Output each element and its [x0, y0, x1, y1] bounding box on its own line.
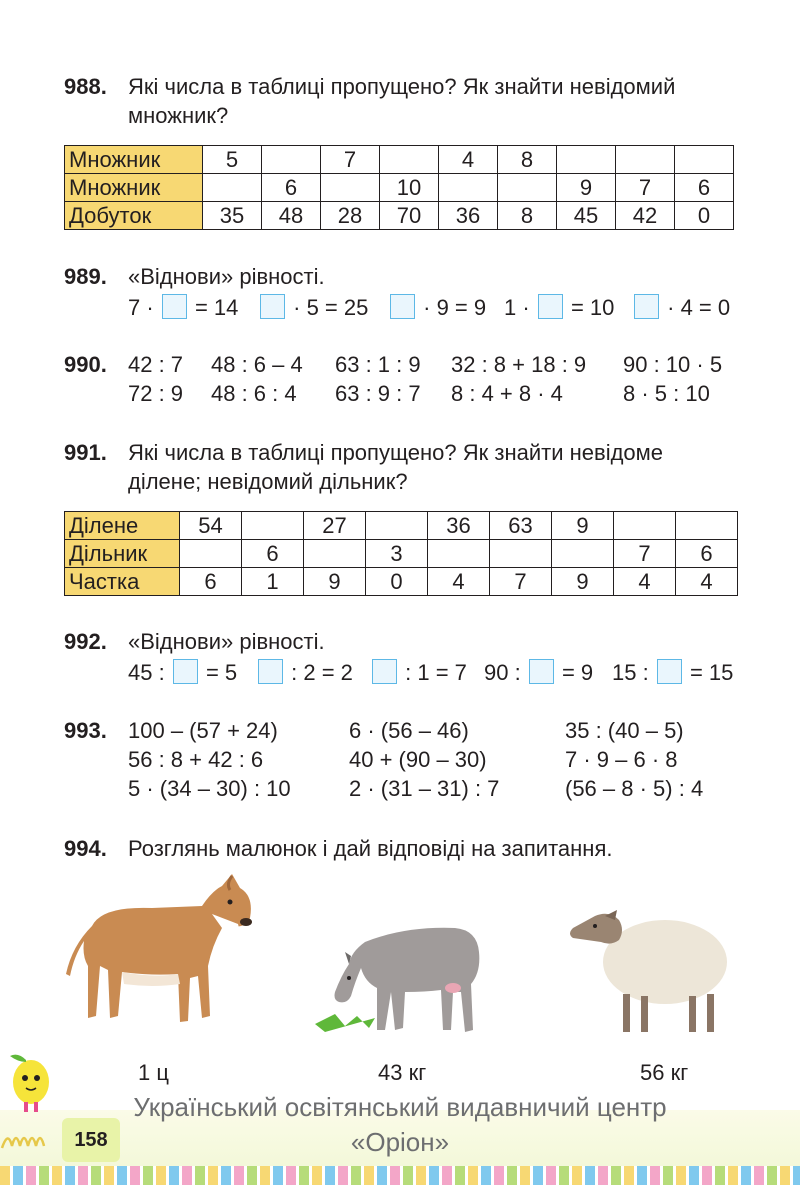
empty-cell[interactable] [242, 512, 304, 540]
table-cell: 42 [616, 202, 675, 230]
table-cell: 6 [675, 174, 734, 202]
answer-box[interactable] [529, 659, 554, 684]
expression: 32 : 8 + 18 : 9 [451, 352, 587, 377]
equation-part: 90 : [484, 660, 521, 685]
calf-illustration [62, 866, 262, 1046]
answer-box[interactable] [258, 659, 283, 684]
table-row [65, 202, 734, 230]
empty-cell[interactable] [616, 146, 675, 174]
task-number: 988. [64, 74, 107, 99]
task-text: «Віднови» рівності. [128, 264, 325, 289]
task-994 [64, 834, 754, 863]
multiplication-table [64, 145, 734, 230]
row-header: Множник [65, 174, 203, 202]
footer-stripe [0, 1166, 800, 1185]
equation-part: : 2 = 2 [291, 660, 353, 685]
task-number: 992. [64, 629, 107, 654]
expression: 63 : 1 : 9 [335, 352, 421, 377]
table-cell: 9 [557, 174, 616, 202]
expression: 40 + (90 – 30) [349, 747, 487, 772]
empty-cell[interactable] [498, 174, 557, 202]
publisher-name: Український освітянський видавничий центр [133, 1092, 667, 1122]
empty-cell[interactable] [675, 146, 734, 174]
task-text: Розглянь малюнок і дай відповіді на запитання. [128, 836, 613, 861]
table-row [65, 174, 734, 202]
equation-part: 45 : [128, 660, 165, 685]
equation-part: = 14 [194, 295, 239, 320]
task-number: 993. [64, 718, 107, 743]
empty-cell[interactable] [490, 540, 552, 568]
task-991 [64, 438, 754, 496]
equation-part: : 1 = 7 [405, 660, 467, 685]
answer-box[interactable] [372, 659, 397, 684]
table-cell: 0 [366, 568, 428, 596]
answer-box[interactable] [260, 294, 285, 319]
empty-cell[interactable] [614, 512, 676, 540]
table-cell: 6 [262, 174, 321, 202]
task-989 [64, 262, 754, 322]
page-number: 158 [62, 1118, 120, 1162]
table-cell: 28 [321, 202, 380, 230]
table-row [65, 568, 738, 596]
publisher-name: «Оріон» [350, 1127, 450, 1157]
expression: 42 : 7 [128, 352, 184, 377]
empty-cell[interactable] [366, 512, 428, 540]
row-header: Дільник [65, 540, 180, 568]
empty-cell[interactable] [676, 512, 738, 540]
table-cell: 9 [552, 568, 614, 596]
expression: 56 : 8 + 42 : 6 [128, 747, 264, 772]
empty-cell[interactable] [380, 146, 439, 174]
table-cell: 36 [428, 512, 490, 540]
equation-part: = 9 [561, 660, 594, 685]
empty-cell[interactable] [203, 174, 262, 202]
task-number: 994. [64, 836, 107, 861]
table-cell: 7 [614, 540, 676, 568]
task-number: 991. [64, 440, 107, 465]
expression: 6 · (56 – 46) [349, 718, 469, 743]
equation-part: = 15 [689, 660, 734, 685]
equations-row [64, 658, 754, 687]
answer-box[interactable] [657, 659, 682, 684]
table-cell: 4 [439, 146, 498, 174]
equation-part: 1 · [504, 295, 530, 320]
empty-cell[interactable] [180, 540, 242, 568]
expression: 35 : (40 – 5) [565, 718, 684, 743]
table-cell: 70 [380, 202, 439, 230]
task-988 [64, 72, 754, 130]
sheep-illustration [565, 906, 735, 1036]
task-text: Які числа в таблиці пропущено? Як знайти невідомий [128, 74, 676, 99]
equation-part: 15 : [612, 660, 649, 685]
expression: (56 – 8 · 5) : 4 [565, 776, 704, 801]
empty-cell[interactable] [428, 540, 490, 568]
row-header: Ділене [65, 512, 180, 540]
table-cell: 9 [552, 512, 614, 540]
expression: 48 : 6 : 4 [211, 381, 297, 406]
task-990 [64, 350, 754, 408]
expression: 7 · 9 – 6 · 8 [565, 747, 678, 772]
table-cell: 5 [203, 146, 262, 174]
task-text: «Віднови» рівності. [128, 629, 325, 654]
equation-part: · 5 = 25 [293, 295, 369, 320]
table-cell: 4 [428, 568, 490, 596]
task-number: 990. [64, 352, 107, 377]
equations-row [64, 293, 754, 322]
table-cell: 1 [242, 568, 304, 596]
expression: 48 : 6 – 4 [211, 352, 303, 377]
row-header: Частка [65, 568, 180, 596]
weight-label: 1 ц [138, 1060, 169, 1085]
expression: 8 · 5 : 10 [623, 381, 710, 406]
table-row [65, 512, 738, 540]
task-992 [64, 627, 754, 687]
weight-label: 43 кг [378, 1060, 427, 1085]
table-cell: 35 [203, 202, 262, 230]
table-cell: 6 [676, 540, 738, 568]
table-cell: 6 [242, 540, 304, 568]
goat-illustration [305, 912, 495, 1040]
table-cell: 7 [321, 146, 380, 174]
expression: 8 : 4 + 8 · 4 [451, 381, 563, 406]
equation-part: 7 · [128, 295, 154, 320]
table-cell: 27 [304, 512, 366, 540]
table-cell: 36 [439, 202, 498, 230]
table-cell: 63 [490, 512, 552, 540]
task-text: ділене; невідомий дільник? [128, 469, 408, 494]
table-cell: 4 [676, 568, 738, 596]
table-cell: 3 [366, 540, 428, 568]
weight-label: 56 кг [640, 1060, 689, 1085]
answer-box[interactable] [634, 294, 659, 319]
table-cell: 10 [380, 174, 439, 202]
table-cell: 8 [498, 202, 557, 230]
table-cell: 0 [675, 202, 734, 230]
table-cell: 48 [262, 202, 321, 230]
equation-part: = 10 [570, 295, 615, 320]
table-cell: 7 [490, 568, 552, 596]
task-993 [64, 716, 754, 803]
answer-box[interactable] [162, 294, 187, 319]
answer-box[interactable] [538, 294, 563, 319]
table-cell: 45 [557, 202, 616, 230]
empty-cell[interactable] [557, 146, 616, 174]
empty-cell[interactable] [439, 174, 498, 202]
expression: 90 : 10 · 5 [623, 352, 723, 377]
table-row [65, 540, 738, 568]
empty-cell[interactable] [304, 540, 366, 568]
expression: 72 : 9 [128, 381, 184, 406]
empty-cell[interactable] [321, 174, 380, 202]
expression: 63 : 9 : 7 [335, 381, 421, 406]
task-text: Які числа в таблиці пропущено? Як знайти невідоме [128, 440, 664, 465]
equation-part: = 5 [205, 660, 238, 685]
row-header: Добуток [65, 202, 203, 230]
expression: 100 – (57 + 24) [128, 718, 278, 743]
answer-box[interactable] [390, 294, 415, 319]
table-cell: 8 [498, 146, 557, 174]
division-table [64, 511, 738, 596]
table-cell: 9 [304, 568, 366, 596]
table-row [65, 146, 734, 174]
answer-box[interactable] [173, 659, 198, 684]
task-number: 989. [64, 264, 107, 289]
table-cell: 4 [614, 568, 676, 596]
empty-cell[interactable] [262, 146, 321, 174]
task-text: множник? [128, 103, 229, 128]
equation-part: · 9 = 9 [423, 295, 487, 320]
expression: 2 · (31 – 31) : 7 [349, 776, 500, 801]
table-cell: 7 [616, 174, 675, 202]
table-cell: 6 [180, 568, 242, 596]
row-header: Множник [65, 146, 203, 174]
expression: 5 · (34 – 30) : 10 [128, 776, 291, 801]
empty-cell[interactable] [552, 540, 614, 568]
table-cell: 54 [180, 512, 242, 540]
equation-part: · 4 = 0 [667, 295, 731, 320]
